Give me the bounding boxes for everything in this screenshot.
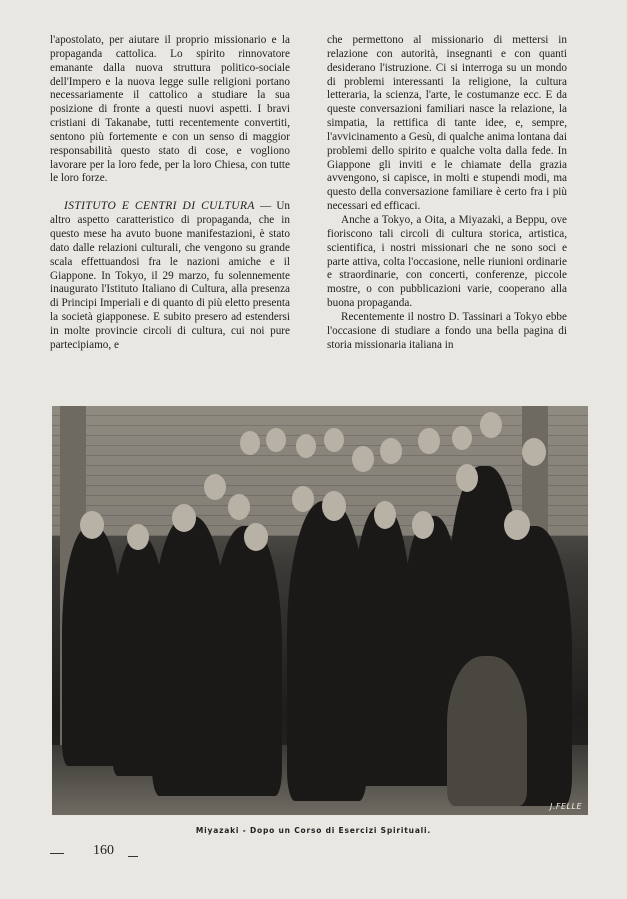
right-paragraph-2: Anche a Tokyo, a Oita, a Miyazaki, a Beppu, ove fioriscono tali circoli di cultura storica, artistica, scientifica, i nostri missionari che ne sono soci e parte attiva, colta l'occasione, nelle riunioni ordinarie e straordinarie, con concerti, conferenze, piccole mostre, o con pubblicazioni varie, cooperano alla buona propaganda. xyxy=(327,213,567,310)
left-column xyxy=(50,34,290,353)
margin-dash xyxy=(50,853,64,854)
photo-face xyxy=(456,464,478,492)
photo-face xyxy=(480,412,502,438)
photo-figure xyxy=(212,526,282,796)
photo-child-figure xyxy=(447,656,527,806)
photo-caption: Miyazaki - Dopo un Corso di Esercizi Spirituali. xyxy=(195,826,432,835)
photo-face xyxy=(172,504,196,532)
photo-face xyxy=(322,491,346,521)
section-heading: ISTITUTO E CENTRI DI CULTURA xyxy=(64,200,255,213)
page-number: 160 xyxy=(93,843,114,858)
left-paragraph-2 xyxy=(50,200,290,352)
right-column xyxy=(327,34,567,352)
photo-face xyxy=(204,474,226,500)
photo-face xyxy=(292,486,314,512)
photo-face xyxy=(418,428,440,454)
photo-face xyxy=(522,438,546,466)
photo-face xyxy=(266,428,286,452)
photo-face xyxy=(352,446,374,472)
photo-face xyxy=(296,434,316,458)
photo-face xyxy=(240,431,260,455)
photo-face xyxy=(380,438,402,464)
photo-face xyxy=(80,511,104,539)
photo-face xyxy=(228,494,250,520)
photographer-signature: J.FELLE xyxy=(549,802,582,811)
right-paragraph-3: Recentemente il nostro D. Tassinari a Tokyo ebbe l'occasione di studiare a fondo una bella pagina di storia missionaria italiana in xyxy=(327,310,567,351)
right-paragraph-1: che permettono al missionario di mettersi in relazione con autorità, insegnanti e con quanti desiderano l'istruzione. Ci si interroga su un mondo di problemi interessanti la religione, la cultura letteraria, la scienza, l'arte, le costumanze ecc. E da queste conversazioni familiari nasce la relazione, la simpatia, la rettifica di tante idee, e, sempre, l'avvicinamento a Gesù, di qualche anima lontana dai problemi dello spirito e qualche volta dalla fede. In Giappone gli inviti e le chiamate della grazia avvengono, si capisce, in molti e stupendi modi, ma questo della conversazione familiare è certo fra i più necessari ed efficaci. xyxy=(327,34,567,213)
photo-face xyxy=(504,510,530,540)
photo-face xyxy=(127,524,149,550)
photo-face xyxy=(412,511,434,539)
photo-face xyxy=(452,426,472,450)
photo-face xyxy=(374,501,396,529)
photo-face xyxy=(324,428,344,452)
section-body: — Un altro aspetto caratteristico di propaganda, che in questo mese ha avuto buone manifestazioni, è stato dato dalle relazioni culturali, che vengono su grande scala effettuandosi fra le nazioni amiche e il Giappone. In Tokyo, il 29 marzo, fu solennemente inaugurato l'Istituto Italiano di Cultura, alla presenza di Principi Imperiali e di quanto di più eletto presenta la società giapponese. E subito presero ad estendersi in molte provincie circoli di cultura, cui noi pure partecipiamo, e xyxy=(50,200,290,351)
margin-dash xyxy=(128,856,138,857)
left-paragraph-1: l'apostolato, per aiutare il proprio missionario e la propaganda cattolica. Lo spirito rinnovatore emanante dalla nuova struttura politico-sociale dell'Impero e la nuova legge sulle religioni portano necessariamente il cattolico a studiare la sua posizione di fronte a questi nuovi aspetti. I bravi cristiani di Takanabe, tutti recentemente convertiti, sentono più fortemente e con un senso di maggior responsabilità questo stato di cose, e vogliono lavorare per la loro fede, per la loro Chiesa, con tutte le loro forze. xyxy=(50,34,290,185)
group-photograph xyxy=(52,406,588,815)
photo-face xyxy=(244,523,268,551)
